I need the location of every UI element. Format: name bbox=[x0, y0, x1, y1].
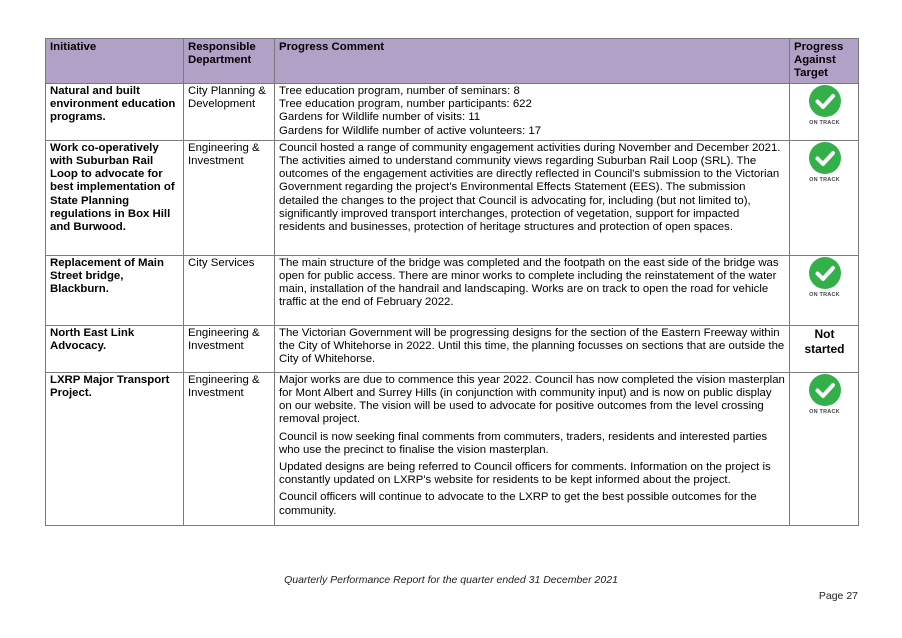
status-cell bbox=[790, 325, 859, 372]
comment-paragraph: Updated designs are being referred to Council officers for comments. Information on the project is constantly updated on LXRP's website for residents to be kept informed about the project. bbox=[279, 461, 771, 487]
report-footer: Quarterly Performance Report for the quarter ended 31 December 2021 bbox=[284, 574, 618, 586]
comment-paragraph: Council hosted a range of community engagement activities during November and December 2021. The activities aimed to understand community views regarding Suburban Rail Loop (SRL). The outcomes of the engagement activities are directly reflected in Council's submission to the Victorian Government regarding the project's Environmental Effects Statement (EES). The submission detailed the changes to the project that Council is advocating for, including (but not limited to), significantly improved transport interchanges, protection of vegetation, support for impacted residents and businesses, protection of heritage structures and protection of open spaces. bbox=[279, 141, 781, 234]
header-progress: Progress Against Target bbox=[790, 39, 859, 84]
comment-line: Tree education program, number participants: 622 bbox=[279, 98, 532, 111]
comment-cell bbox=[275, 372, 790, 525]
comment-paragraph: The Victorian Government will be progressing designs for the section of the Eastern Freeway within the City of Whitehorse in 2022. Until this time, the planning focusses on sections that are outside the City of Whitehorse. bbox=[279, 326, 785, 366]
header-comment: Progress Comment bbox=[275, 39, 790, 84]
status-cell bbox=[790, 84, 859, 141]
table-row bbox=[46, 325, 859, 372]
comment-cell bbox=[275, 84, 790, 141]
initiative-cell: Work co-operatively with Suburban Rail Loop to advocate for best implementation of State Planning regulations in Box Hill and Burwood. bbox=[46, 140, 184, 255]
not-started-status: Not started bbox=[804, 326, 845, 357]
table-header-row bbox=[46, 39, 859, 84]
table-row bbox=[46, 372, 859, 525]
initiative-cell: Replacement of Main Street bridge, Blackburn. bbox=[46, 255, 184, 325]
on-track-badge bbox=[809, 142, 841, 184]
comment-line: Tree education program, number of seminars: 8 bbox=[279, 85, 520, 97]
table-row bbox=[46, 255, 859, 325]
page-number: Page 27 bbox=[818, 590, 858, 602]
header-initiative: Initiative bbox=[46, 39, 184, 84]
comment-paragraph: Major works are due to commence this year 2022. Council has now completed the vision masterplan for Mont Albert and Surrey Hills (in conjunction with community input) and is now on public display on our website. The vision will be used to advocate for positive outcomes from the level crossing removal project. bbox=[279, 373, 785, 426]
comment-cell bbox=[275, 140, 790, 255]
department-cell: City Planning & Development bbox=[184, 84, 275, 141]
comment-line: Gardens for Wildlife number of active volunteers: 17 bbox=[279, 124, 542, 137]
comment-cell bbox=[275, 325, 790, 372]
table-row bbox=[46, 140, 859, 255]
check-circle-icon bbox=[809, 374, 841, 406]
department-cell: Engineering & Investment bbox=[184, 140, 275, 255]
status-cell bbox=[790, 255, 859, 325]
progress-table bbox=[45, 38, 859, 526]
check-circle-icon bbox=[809, 142, 841, 174]
comment-paragraph: Council is now seeking final comments from commuters, traders, residents and interested parties who use the precinct to finalise the vision masterplan. bbox=[279, 430, 768, 456]
status-label: ON TRACK bbox=[809, 176, 840, 183]
comment-paragraph: Council officers will continue to advocate to the LXRP to get the best possible outcomes for the community. bbox=[279, 491, 757, 517]
status-cell bbox=[790, 372, 859, 525]
check-circle-icon bbox=[809, 85, 841, 117]
status-label: ON TRACK bbox=[809, 408, 840, 415]
check-circle-icon bbox=[809, 257, 841, 289]
status-cell bbox=[790, 140, 859, 255]
comment-line: Gardens for Wildlife number of visits: 11 bbox=[279, 111, 481, 124]
comment-paragraph: The main structure of the bridge was completed and the footpath on the east side of the bridge was open for public access. There are minor works to complete including the reinstatement of the water main, installation of the handrail and landscaping. Works are on track to open the road for vehicle traffic at the end of February 2022. bbox=[279, 256, 779, 309]
initiative-cell: North East Link Advocacy. bbox=[46, 325, 184, 372]
department-cell: Engineering & Investment bbox=[184, 372, 275, 525]
initiative-cell: LXRP Major Transport Project. bbox=[46, 372, 184, 525]
comment-cell bbox=[275, 255, 790, 325]
on-track-badge bbox=[809, 374, 841, 416]
department-cell: Engineering & Investment bbox=[184, 325, 275, 372]
initiative-cell: Natural and built environment education programs. bbox=[46, 84, 184, 141]
on-track-badge bbox=[809, 257, 841, 299]
header-department: Responsible Department bbox=[184, 39, 275, 84]
on-track-badge bbox=[809, 85, 841, 127]
department-cell: City Services bbox=[184, 255, 275, 325]
table-row bbox=[46, 84, 859, 141]
status-label: ON TRACK bbox=[809, 291, 840, 298]
status-label: ON TRACK bbox=[809, 120, 840, 126]
